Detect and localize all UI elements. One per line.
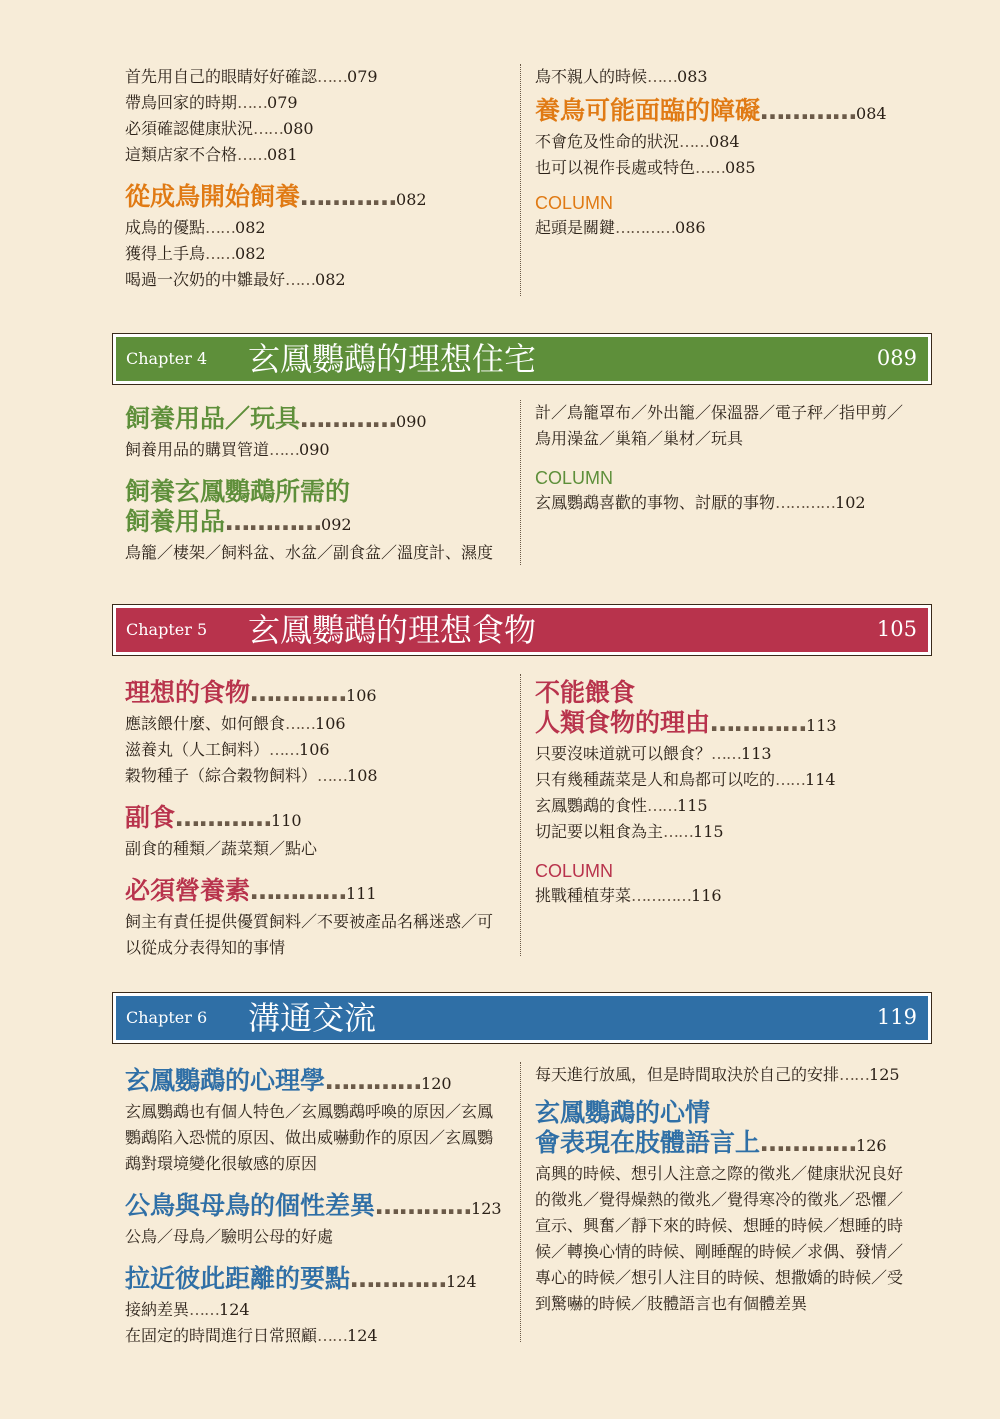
right-column (535, 674, 930, 909)
toc-entry[interactable]: 玄鳳鸚鵡喜歡的事物、討厭的事物…………102 (535, 493, 866, 512)
toc-entry[interactable]: 飼主有責任提供優質飼料／不要被產品名稱迷惑／可 (125, 912, 494, 931)
section-heading[interactable]: 副食…………110 (125, 803, 302, 832)
section-heading[interactable]: 必須營養素…………111 (125, 876, 377, 905)
column-label: COLUMN (535, 468, 614, 488)
toc-entry[interactable]: 宣示、興奮／靜下來的時候、想睡的時候／想睡的時 (535, 1216, 904, 1235)
toc-entry[interactable]: 的徵兆／覺得燥熱的徵兆／覺得寒冷的徵兆／恐懼／ (535, 1190, 904, 1209)
toc-entry[interactable]: 滋養丸（人工飼料）……106 (125, 740, 330, 759)
toc-entry[interactable]: 高興的時候、想引人注意之際的徵兆／健康狀況良好 (535, 1164, 904, 1183)
column-divider (520, 400, 521, 565)
toc-entry[interactable]: 應該餵什麼、如何餵食……106 (125, 714, 346, 733)
toc-entry[interactable]: 首先用自己的眼睛好好確認……079 (125, 67, 378, 86)
section-heading[interactable]: 飼養用品／玩具…………090 (125, 404, 427, 433)
chapter-title: 溝通交流 (248, 999, 377, 1037)
toc-entry[interactable]: 鳥用澡盆／巢箱／巢材／玩具 (535, 429, 744, 448)
toc-entry[interactable]: 起頭是關鍵…………086 (535, 218, 706, 237)
toc-entry[interactable]: 切記要以粗食為主……115 (535, 822, 724, 841)
left-column (125, 674, 510, 961)
section-heading[interactable]: 拉近彼此距離的要點…………124 (125, 1264, 477, 1293)
chapter-title: 玄鳳鸚鵡的理想食物 (248, 611, 537, 649)
chapter-6-banner[interactable] (112, 992, 932, 1044)
section-heading[interactable]: 不能餵食 (535, 678, 636, 707)
section-heading[interactable]: 玄鳳鸚鵡的心情 (535, 1098, 711, 1127)
section-heading[interactable]: 玄鳳鸚鵡的心理學…………120 (125, 1066, 452, 1095)
section-heading[interactable]: 從成鳥開始飼養…………082 (125, 182, 427, 211)
toc-entry[interactable]: 只有幾種蔬菜是人和鳥都可以吃的……114 (535, 770, 836, 789)
section-heading[interactable]: 人類食物的理由…………113 (535, 708, 837, 737)
toc-entry[interactable]: 帶鳥回家的時期……079 (125, 93, 298, 112)
chapter-5-content (0, 674, 1000, 956)
section-heading[interactable]: 飼養玄鳳鸚鵡所需的 (125, 477, 351, 506)
section-heading[interactable]: 會表現在肢體語言上…………126 (535, 1128, 887, 1157)
toc-entry[interactable]: 喝過一次奶的中雛最好……082 (125, 270, 346, 289)
chapter-page: 105 (876, 617, 917, 641)
toc-entry[interactable]: 不會危及性命的狀況……084 (535, 132, 740, 151)
chapter-page: 119 (876, 1005, 917, 1029)
toc-entry[interactable]: 鵡對環境變化很敏感的原因 (125, 1154, 318, 1173)
toc-entry[interactable]: 候／轉換心情的時候、剛睡醒的時候／求偶、發情／ (535, 1242, 904, 1261)
right-column (535, 1062, 930, 1317)
toc-entry[interactable]: 必須確認健康狀況……080 (125, 119, 314, 138)
toc-entry[interactable]: 只要沒味道就可以餵食？……113 (535, 744, 772, 763)
chapter-6-content (0, 1062, 1000, 1345)
column-label: COLUMN (535, 861, 614, 881)
left-column (125, 400, 510, 566)
toc-entry[interactable]: 每天進行放風，但是時間取決於自己的安排……125 (535, 1065, 900, 1084)
toc-entry[interactable]: 副食的種類／蔬菜類／點心 (125, 839, 318, 858)
left-column (125, 1062, 510, 1349)
section-heading[interactable]: 養鳥可能面臨的障礙…………084 (535, 96, 887, 125)
toc-entry[interactable]: 挑戰種植芽菜…………116 (535, 886, 722, 905)
chapter-label: Chapter 5 (126, 620, 208, 639)
toc-entry[interactable]: 這類店家不合格……081 (125, 145, 298, 164)
section-heading[interactable]: 飼養用品…………092 (125, 507, 352, 536)
column-divider (520, 1062, 521, 1342)
toc-entry[interactable]: 公鳥／母鳥／驗明公母的好處 (125, 1227, 334, 1246)
chapter-title: 玄鳳鸚鵡的理想住宅 (248, 340, 537, 378)
toc-entry[interactable]: 飼養用品的購買管道……090 (125, 440, 330, 459)
toc-entry[interactable]: 計／鳥籠罩布／外出籠／保溫器／電子秤／指甲剪／ (535, 403, 904, 422)
chapter-label: Chapter 4 (126, 349, 208, 368)
right-column (535, 400, 930, 516)
chapter-label: Chapter 6 (126, 1008, 208, 1027)
toc-entry[interactable]: 以從成分表得知的事情 (125, 938, 286, 957)
toc-entry[interactable]: 獲得上手鳥……082 (125, 244, 266, 263)
toc-entry[interactable]: 成鳥的優點……082 (125, 218, 266, 237)
top-section (0, 64, 1000, 296)
chapter-page: 089 (876, 346, 917, 370)
section-heading[interactable]: 公鳥與母鳥的個性差異…………123 (125, 1191, 502, 1220)
toc-entry[interactable]: 玄鳳鸚鵡也有個人特色／玄鳳鸚鵡呼喚的原因／玄鳳 (125, 1102, 494, 1121)
chapter-4-banner[interactable] (112, 333, 932, 385)
toc-entry[interactable]: 接納差異……124 (125, 1300, 250, 1319)
toc-entry[interactable]: 玄鳳鸚鵡的食性……115 (535, 796, 708, 815)
toc-entry[interactable]: 到驚嚇的時候／肢體語言也有個體差異 (535, 1294, 808, 1313)
toc-entry[interactable]: 也可以視作長處或特色……085 (535, 158, 756, 177)
column-divider (520, 674, 521, 956)
toc-entry[interactable]: 鳥籠／棲架／飼料盆、水盆／副食盆／溫度計、濕度 (125, 543, 494, 562)
column-label: COLUMN (535, 193, 614, 213)
toc-entry[interactable]: 鳥不親人的時候……083 (535, 67, 708, 86)
toc-entry[interactable]: 穀物種子（綜合穀物飼料）……108 (125, 766, 378, 785)
toc-entry[interactable]: 鸚鵡陷入恐慌的原因、做出威嚇動作的原因／玄鳳鸚 (125, 1128, 494, 1147)
column-divider (520, 64, 521, 296)
section-heading[interactable]: 理想的食物…………106 (125, 678, 377, 707)
chapter-4-content (0, 400, 1000, 565)
left-column (125, 64, 510, 293)
toc-entry[interactable]: 專心的時候／想引人注目的時候、想撒嬌的時候／受 (535, 1268, 904, 1287)
right-column (535, 64, 930, 241)
toc-entry[interactable]: 在固定的時間進行日常照顧……124 (125, 1326, 378, 1345)
chapter-5-banner[interactable] (112, 604, 932, 656)
